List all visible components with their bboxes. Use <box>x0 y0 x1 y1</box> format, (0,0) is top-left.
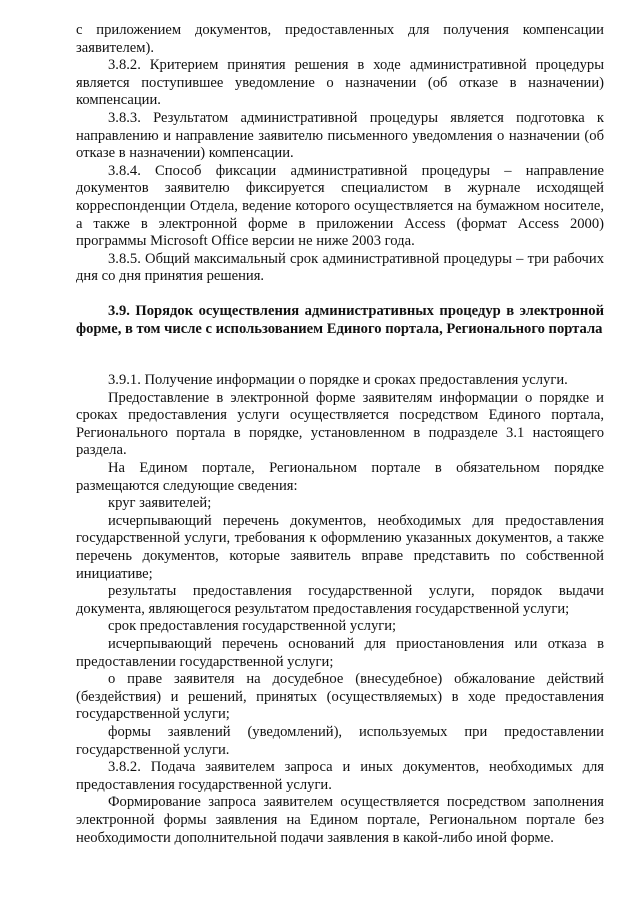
list-item-appeal-right: о праве заявителя на досудебное (внесудебное) обжалование действий (бездействия) и решений, принятых (осуществляемых) в ходе предоставления государственной услуги; <box>76 671 604 723</box>
section-heading-3-9: 3.9. Порядок осуществления административных процедур в электронной форме, в том числе с использованием Единого портала, Регионального портала <box>76 302 604 337</box>
paragraph-info-provision: Предоставление в электронной форме заявителям информации о порядке и сроках предоставления услуги осуществляется посредством Единого портала, Регионального портала в порядке, установленном в подразделе 3.1 настоящего раздела. <box>76 389 604 459</box>
paragraph-3-9-1: 3.9.1. Получение информации о порядке и сроках предоставления услуги. <box>108 372 568 389</box>
paragraph-portal-info: На Едином портале, Региональном портале в обязательном порядке размещаются следующие сведения: <box>76 460 604 494</box>
list-item-results: результаты предоставления государственной услуги, порядок выдачи документа, являющегося результатом предоставления государственной услуги; <box>76 583 604 617</box>
list-item-term: срок предоставления государственной услуги; <box>108 618 397 635</box>
paragraph-request-submission: 3.8.2. Подача заявителем запроса и иных документов, необходимых для предоставления государственной услуги. <box>76 759 604 793</box>
paragraph-3-8-2: 3.8.2. Критерием принятия решения в ходе административной процедуры является поступившее уведомление о назначении (об отказе в назначении) компенсации. <box>76 57 604 109</box>
list-item-documents: исчерпывающий перечень документов, необходимых для предоставления государственной услуги, требования к оформлению указанных документов, а также перечень документов, которые заявитель вправе представить по собственной инициативе; <box>76 512 604 582</box>
paragraph-request-forming: Формирование запроса заявителем осуществляется посредством заполнения электронной формы заявления на Едином портале, Региональном портале без необходимости дополнительной подачи заявления в какой-либо иной форме. <box>76 794 604 846</box>
paragraph-3-8-4: 3.8.4. Способ фиксации административной процедуры – направление документов заявителю фиксируется специалистом в журнале исходящей корреспонденции Отдела, ведение которого осуществляется на бумажном носителе, а также в электронной форме в приложении Access (формат Access 2000) программы Microsoft Office версии не ниже 2003 года. <box>76 162 604 250</box>
list-item-refusal-grounds: исчерпывающий перечень оснований для приостановления или отказа в предоставлении государственной услуги; <box>76 636 604 670</box>
list-item-forms: формы заявлений (уведомлений), используемых при предоставлении государственной услуги. <box>76 723 604 758</box>
paragraph-continuation: с приложением документов, предоставленных для получения компенсации заявителем). <box>76 22 604 56</box>
paragraph-3-8-5: 3.8.5. Общий максимальный срок административной процедуры – три рабочих дня со дня принятия решения. <box>76 250 604 285</box>
list-item-applicants: круг заявителей; <box>108 495 212 512</box>
paragraph-3-8-3: 3.8.3. Результатом административной процедуры является подготовка к направлению и направление заявителю письменного уведомления о назначении (об отказе в назначении) компенсации. <box>76 109 604 162</box>
